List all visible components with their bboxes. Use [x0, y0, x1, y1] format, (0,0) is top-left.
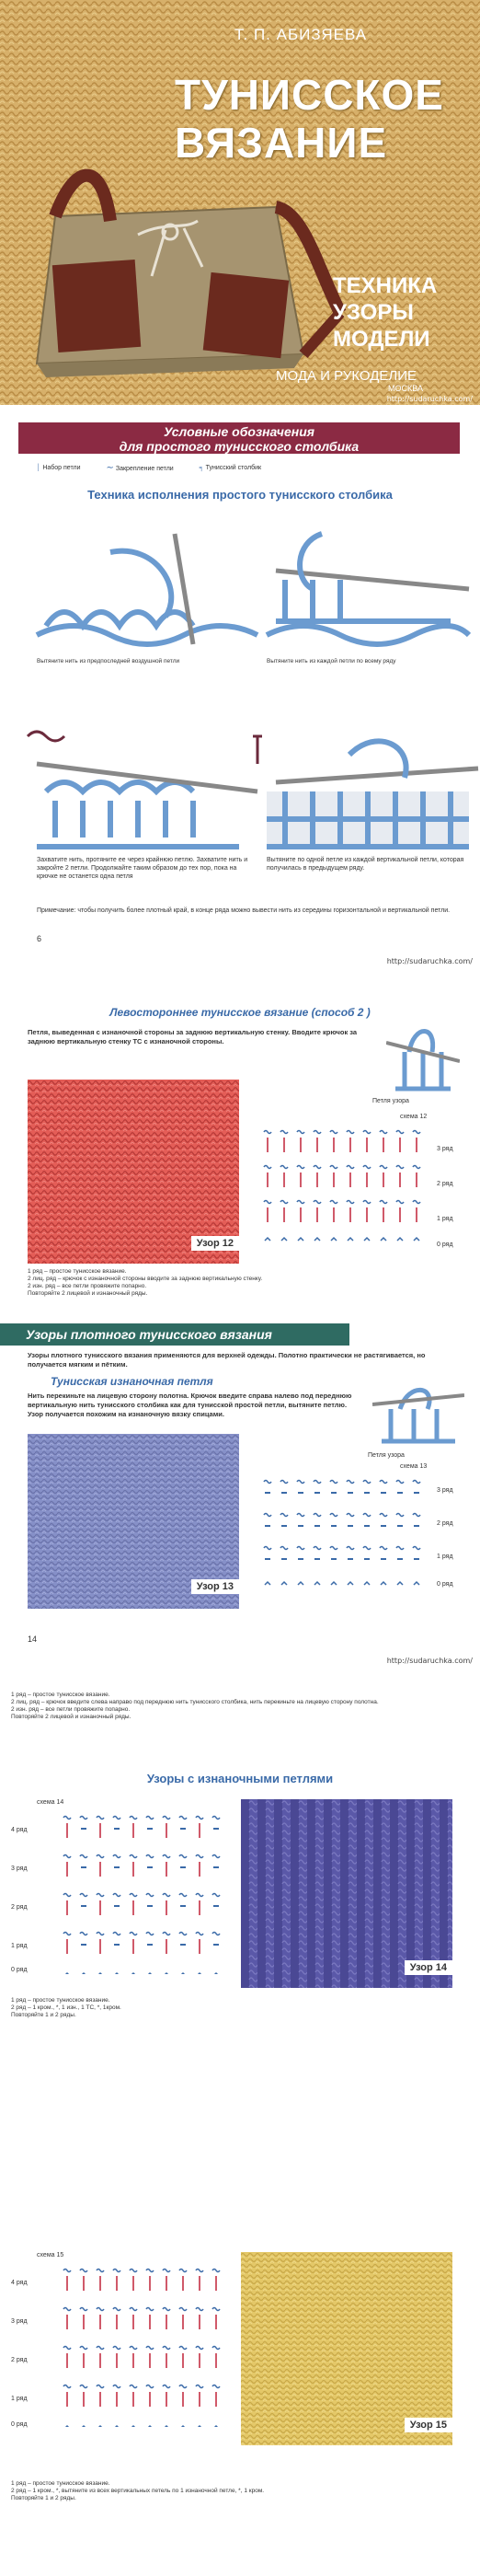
scheme-chain-stitch [281, 1238, 287, 1241]
scheme-closing-stitch [163, 2308, 170, 2311]
step3-illustration [28, 732, 257, 847]
scheme-closing-stitch [130, 2385, 137, 2388]
scheme-14-label: схема 14 [37, 1799, 64, 1806]
scheme-chain-stitch [298, 1238, 303, 1241]
scheme-closing-stitch [63, 1933, 71, 1935]
scheme-chain-stitch [81, 1973, 86, 1974]
desc14-line3: Повторяйте 1 и 2 ряды. [11, 2012, 76, 2018]
desc13-line3: 2 изн. ряд – все петли провяжите попарно. [11, 1706, 131, 1713]
scheme-closing-stitch [130, 1855, 137, 1858]
scheme-closing-stitch [130, 2270, 137, 2272]
scheme-chain-stitch [364, 1582, 370, 1585]
scheme-closing-stitch [347, 1547, 354, 1550]
scheme-closing-stitch [347, 1514, 354, 1517]
legend-title-line2: для простого тунисского столбика [119, 439, 360, 454]
technique-url[interactable]: http://sudaruchka.com/ [386, 957, 473, 965]
scheme-closing-stitch [63, 1817, 71, 1819]
pattern-15-description [11, 2480, 462, 2502]
technique-note: Примечание: чтобы получить более плотный край, в конце ряда можно вывести нить из середины горизонтальной и вертикальной петли. [37, 907, 451, 914]
scheme-closing-stitch [363, 1481, 371, 1484]
scheme-closing-stitch [330, 1514, 337, 1517]
scheme-closing-stitch [297, 1514, 304, 1517]
scheme-closing-stitch [146, 1817, 154, 1819]
scheme-closing-stitch [179, 2347, 187, 2350]
scheme-13-diagram [259, 1473, 443, 1611]
scheme-chain-stitch [281, 1582, 287, 1585]
cover-subtitle-technique: ТЕХНИКА [333, 273, 438, 298]
pattern-14-description [11, 1997, 462, 2019]
scheme-13-row-0: 0 ряд [437, 1581, 453, 1588]
scheme-closing-stitch [314, 1547, 321, 1550]
step4-caption: Вытяните по одной петле из каждой вертикальной петли, которая получилась в предыдущем ряду. [267, 857, 464, 872]
scheme-closing-stitch [196, 1933, 203, 1935]
desc13-line4: Повторяйте 2 лицевой и изнаночный ряды. [11, 1714, 131, 1720]
dense-section [0, 1323, 480, 1673]
scheme-closing-stitch [80, 2385, 87, 2388]
scheme-chain-stitch [114, 2426, 120, 2427]
cover-city: МОСКВА [388, 384, 423, 393]
pattern-12-tag: Узор 12 [191, 1236, 239, 1251]
scheme-chain-stitch [348, 1238, 353, 1241]
scheme-chain-stitch [97, 2426, 103, 2427]
scheme-12-row-2: 2 ряд [437, 1181, 453, 1187]
left-loop-label: Петля узора [372, 1098, 409, 1104]
scheme-closing-stitch [130, 1933, 137, 1935]
scheme-closing-stitch [196, 1894, 203, 1897]
scheme-closing-stitch [163, 1894, 170, 1897]
legend-banner [18, 422, 460, 454]
scheme-chain-stitch [298, 1582, 303, 1585]
scheme-closing-stitch [396, 1514, 404, 1517]
scheme-closing-stitch [314, 1166, 321, 1169]
scheme-closing-stitch [97, 2347, 104, 2350]
scheme-closing-stitch [380, 1166, 387, 1169]
desc12-line2: 2 лиц. ряд – крючок с изнаночной стороны вводите за заднюю вертикальную стенку. [28, 1276, 263, 1282]
scheme-closing-stitch [130, 1817, 137, 1819]
scheme-closing-stitch [347, 1131, 354, 1134]
scheme-closing-stitch [179, 1855, 187, 1858]
scheme-chain-stitch [265, 1238, 270, 1241]
scheme-closing-stitch [179, 2385, 187, 2388]
page-number-14: 14 [28, 1635, 38, 1644]
scheme-closing-stitch [297, 1481, 304, 1484]
scheme-closing-stitch [380, 1201, 387, 1204]
scheme-closing-stitch [347, 1166, 354, 1169]
scheme-closing-stitch [380, 1131, 387, 1134]
scheme-chain-stitch [180, 1973, 186, 1974]
scheme-chain-stitch [64, 1973, 70, 1974]
scheme-closing-stitch [380, 1547, 387, 1550]
pattern-13-swatch [28, 1434, 239, 1609]
scheme-closing-stitch [314, 1481, 321, 1484]
scheme-chain-stitch [381, 1582, 386, 1585]
technique-illustrations [0, 515, 480, 902]
scheme-closing-stitch [212, 2385, 220, 2388]
wave-symbol-icon: ∼ [106, 463, 114, 473]
purl-patterns-title: Узоры с изнаночными петлями [146, 1772, 334, 1785]
scheme-closing-stitch [179, 2308, 187, 2311]
pattern-15-tag: Узор 15 [405, 2418, 452, 2432]
scheme-closing-stitch [396, 1166, 404, 1169]
scheme-closing-stitch [347, 1201, 354, 1204]
scheme-closing-stitch [413, 1166, 420, 1169]
cover-title-line2: ВЯЗАНИЕ [175, 119, 388, 167]
scheme-13-row-1: 1 ряд [437, 1554, 453, 1560]
cover-url[interactable]: http://sudaruchka.com/ [386, 395, 473, 403]
desc15-line1: 1 ряд – простое тунисское вязание. [11, 2480, 110, 2487]
scheme-13-row-3: 3 ряд [437, 1487, 453, 1494]
cover-publisher: МОДА И РУКОДЕЛИЕ [276, 368, 417, 384]
desc13-line2: 2 лиц. ряд – крючок введите слева направо под переднюю нить тунисского столбика, нить перекиньте на лицевую сторону полотна. [11, 1699, 379, 1705]
scheme-12-row-1: 1 ряд [437, 1216, 453, 1222]
cover-title-line1: ТУНИССКОЕ [175, 71, 444, 119]
scheme-closing-stitch [330, 1131, 337, 1134]
scheme-closing-stitch [413, 1514, 420, 1517]
scheme-closing-stitch [280, 1547, 288, 1550]
scheme-closing-stitch [314, 1131, 321, 1134]
scheme-closing-stitch [97, 2385, 104, 2388]
scheme-closing-stitch [280, 1481, 288, 1484]
scheme-chain-stitch [180, 2426, 186, 2427]
scheme-closing-stitch [146, 1855, 154, 1858]
scheme-closing-stitch [363, 1547, 371, 1550]
scheme-15-diagram [37, 2261, 221, 2427]
purl-stitch-text: Нить перекиньте на лицевую сторону полотна. Крючок введите справа налево под переднюю вертикальную нить тунисского столбика как для тунисской простой петли, вытяните петлю. Узор получается похожим на изнаночную вязку спицами. [28, 1392, 352, 1418]
dense-intro: Узоры плотного тунисского вязания применяются для верхней одежды. Полотно практически не растягивается, но получается мягким и пётким. [28, 1351, 426, 1369]
purl-loop-illustration [372, 1377, 464, 1450]
scheme-closing-stitch [363, 1166, 371, 1169]
scheme-closing-stitch [80, 2270, 87, 2272]
scheme-chain-stitch [213, 1973, 219, 1974]
scheme-chain-stitch [64, 2426, 70, 2427]
technique-title: Техника исполнения простого тунисского столбика [87, 488, 393, 502]
scheme-closing-stitch [179, 1933, 187, 1935]
scheme-closing-stitch [163, 1933, 170, 1935]
scheme-closing-stitch [97, 1894, 104, 1897]
scheme-closing-stitch [63, 1894, 71, 1897]
purl-patterns-section [0, 1772, 480, 2576]
scheme-closing-stitch [380, 1481, 387, 1484]
scheme-closing-stitch [63, 2308, 71, 2311]
scheme-chain-stitch [114, 1973, 120, 1974]
scheme-closing-stitch [146, 2347, 154, 2350]
scheme-closing-stitch [396, 1201, 404, 1204]
scheme-closing-stitch [179, 2270, 187, 2272]
scheme-chain-stitch [331, 1582, 337, 1585]
scheme-closing-stitch [97, 1855, 104, 1858]
scheme-closing-stitch [113, 1933, 120, 1935]
scheme-chain-stitch [331, 1238, 337, 1241]
scheme-closing-stitch [97, 1817, 104, 1819]
scheme-13-label: схема 13 [400, 1463, 428, 1470]
scheme-closing-stitch [179, 1894, 187, 1897]
scheme-closing-stitch [347, 1481, 354, 1484]
scheme-closing-stitch [314, 1514, 321, 1517]
scheme-closing-stitch [264, 1547, 271, 1550]
scheme-closing-stitch [413, 1481, 420, 1484]
desc14-line2: 2 ряд – 1 кром., *, 1 изн., 1 ТС, *, 1кром. [11, 2004, 121, 2011]
step1-illustration [37, 534, 257, 644]
scheme-closing-stitch [113, 1817, 120, 1819]
scheme-15-row-0: 0 ряд [11, 2421, 28, 2428]
pattern-13-tag: Узор 13 [191, 1579, 239, 1594]
scheme-15-label: схема 15 [37, 2252, 64, 2258]
scheme-closing-stitch [113, 2308, 120, 2311]
scheme-chain-stitch [197, 2426, 202, 2427]
scheme-closing-stitch [130, 1894, 137, 1897]
scheme-closing-stitch [413, 1201, 420, 1204]
scheme-closing-stitch [196, 1855, 203, 1858]
scheme-chain-stitch [381, 1238, 386, 1241]
scheme-closing-stitch [146, 2308, 154, 2311]
legend-item-cast: │ Набор петли [37, 465, 81, 471]
scheme-closing-stitch [163, 1855, 170, 1858]
scheme-12-diagram [259, 1123, 443, 1265]
scheme-closing-stitch [80, 1817, 87, 1819]
legend-item-fasten: ∼ Закрепление петли [106, 463, 174, 473]
scheme-14-diagram [37, 1808, 221, 1974]
scheme-closing-stitch [163, 2385, 170, 2388]
scheme-13-row-2: 2 ряд [437, 1520, 453, 1527]
page-number-6: 6 [37, 934, 42, 943]
scheme-15-row-3: 3 ряд [11, 2318, 28, 2325]
scheme-closing-stitch [280, 1201, 288, 1204]
scheme-closing-stitch [280, 1514, 288, 1517]
scheme-closing-stitch [196, 2270, 203, 2272]
scheme-chain-stitch [97, 1973, 103, 1974]
scheme-chain-stitch [213, 2426, 219, 2427]
scheme-closing-stitch [330, 1166, 337, 1169]
scheme-14-row-3: 3 ряд [11, 1866, 28, 1872]
desc14-line1: 1 ряд – простое тунисское вязание. [11, 1997, 110, 2004]
scheme-chain-stitch [147, 2426, 153, 2427]
step2-illustration [267, 534, 469, 644]
pattern-12-description [28, 1268, 267, 1298]
book-cover [0, 0, 480, 405]
scheme-closing-stitch [130, 2308, 137, 2311]
scheme-closing-stitch [63, 1855, 71, 1858]
scheme-closing-stitch [80, 2308, 87, 2311]
legend-section [0, 410, 480, 483]
scheme-chain-stitch [314, 1238, 320, 1241]
loop-symbol-icon: │ [37, 465, 41, 471]
scheme-closing-stitch [212, 1855, 220, 1858]
scheme-closing-stitch [80, 1933, 87, 1935]
scheme-closing-stitch [413, 1131, 420, 1134]
scheme-15-row-2: 2 ряд [11, 2357, 28, 2363]
dense-loop-label: Петля узора [368, 1452, 405, 1459]
scheme-closing-stitch [363, 1131, 371, 1134]
scheme-closing-stitch [80, 1894, 87, 1897]
desc15-line3: Повторяйте 1 и 2 ряды. [11, 2495, 76, 2501]
scheme-closing-stitch [330, 1481, 337, 1484]
scheme-closing-stitch [163, 2347, 170, 2350]
scheme-chain-stitch [164, 1973, 169, 1974]
scheme-closing-stitch [80, 2347, 87, 2350]
desc15-line2: 2 ряд – 1 кром., *, вытяните из всех вертикальных петель по 1 изнаночной петле, *, 1 кром. [11, 2488, 265, 2494]
mustard-knit-texture [241, 2252, 452, 2445]
scheme-closing-stitch [396, 1481, 404, 1484]
scheme-chain-stitch [314, 1582, 320, 1585]
scheme-closing-stitch [396, 1547, 404, 1550]
scheme-closing-stitch [196, 2347, 203, 2350]
dense-url[interactable]: http://sudaruchka.com/ [386, 1657, 473, 1665]
scheme-closing-stitch [196, 1817, 203, 1819]
step4-illustration [253, 736, 478, 847]
scheme-closing-stitch [396, 1131, 404, 1134]
scheme-closing-stitch [297, 1201, 304, 1204]
scheme-closing-stitch [130, 2347, 137, 2350]
scheme-closing-stitch [196, 2385, 203, 2388]
scheme-12-row-3: 3 ряд [437, 1146, 453, 1152]
scheme-closing-stitch [196, 2308, 203, 2311]
scheme-14-row-2: 2 ряд [11, 1904, 28, 1911]
step2-caption: Вытяните нить из каждой петли по всему ряду [267, 658, 396, 664]
scheme-closing-stitch [63, 2347, 71, 2350]
left-side-section [0, 999, 480, 1330]
scheme-closing-stitch [314, 1201, 321, 1204]
scheme-closing-stitch [146, 2385, 154, 2388]
scheme-closing-stitch [113, 2385, 120, 2388]
scheme-closing-stitch [280, 1166, 288, 1169]
pattern-14-swatch [241, 1799, 452, 1988]
scheme-closing-stitch [280, 1131, 288, 1134]
scheme-closing-stitch [179, 1817, 187, 1819]
scheme-chain-stitch [164, 2426, 169, 2427]
legend-row [37, 463, 261, 473]
scheme-15-row-1: 1 ряд [11, 2396, 28, 2402]
scheme-closing-stitch [163, 1817, 170, 1819]
pattern-14-tag: Узор 14 [405, 1960, 452, 1975]
dense-banner: Узоры плотного тунисского вязания [0, 1323, 349, 1346]
scheme-closing-stitch [264, 1201, 271, 1204]
scheme-closing-stitch [264, 1514, 271, 1517]
scheme-chain-stitch [414, 1238, 419, 1241]
purl-stitch-subtitle: Тунисская изнаночная петля [51, 1375, 213, 1388]
scheme-closing-stitch [63, 2385, 71, 2388]
scheme-14-row-4: 4 ряд [11, 1827, 28, 1833]
scheme-closing-stitch [330, 1547, 337, 1550]
legend-title-line1: Условные обозначения [163, 424, 314, 439]
scheme-closing-stitch [212, 1933, 220, 1935]
scheme-closing-stitch [264, 1131, 271, 1134]
scheme-chain-stitch [197, 1973, 202, 1974]
scheme-chain-stitch [397, 1238, 403, 1241]
scheme-closing-stitch [212, 2270, 220, 2272]
cover-subtitle-models: МОДЕЛИ [333, 327, 430, 352]
scheme-closing-stitch [113, 1855, 120, 1858]
step3-caption: Захватите нить, протяните ее через крайнюю петлю. Захватите нить и закройте 2 петли. Продолжайте таким образом до тех пор, пока на крючке не останется одна петля [37, 857, 248, 880]
scheme-closing-stitch [297, 1131, 304, 1134]
left-side-title: Левостороннее тунисское вязание (способ 2 ) [109, 1006, 371, 1019]
scheme-closing-stitch [97, 1933, 104, 1935]
scheme-15-row-4: 4 ряд [11, 2280, 28, 2286]
scheme-closing-stitch [212, 1894, 220, 1897]
scheme-closing-stitch [363, 1201, 371, 1204]
scheme-chain-stitch [414, 1582, 419, 1585]
scheme-chain-stitch [147, 1973, 153, 1974]
scheme-chain-stitch [81, 2426, 86, 2427]
scheme-closing-stitch [163, 2270, 170, 2272]
scheme-closing-stitch [113, 2347, 120, 2350]
legend-item-stitch: ╕ Тунисский столбик [199, 465, 262, 471]
scheme-closing-stitch [113, 2270, 120, 2272]
cover-author: Т. П. АБИЗЯЕВА [234, 26, 368, 43]
scheme-chain-stitch [131, 2426, 136, 2427]
desc12-line1: 1 ряд – простое тунисское вязание. [28, 1268, 127, 1275]
scheme-12-row-0: 0 ряд [437, 1242, 453, 1248]
pattern-12-swatch [28, 1080, 239, 1264]
scheme-chain-stitch [348, 1582, 353, 1585]
scheme-closing-stitch [80, 1855, 87, 1858]
step1-caption: Вытяните нить из предпоследней воздушной петли [37, 658, 180, 664]
pattern-13-description [11, 1692, 462, 1721]
scheme-chain-stitch [131, 1973, 136, 1974]
scheme-closing-stitch [297, 1166, 304, 1169]
scheme-chain-stitch [397, 1582, 403, 1585]
scheme-chain-stitch [364, 1238, 370, 1241]
desc12-line4: Повторяйте 2 лицевой и изнаночный ряды. [28, 1290, 148, 1297]
scheme-closing-stitch [297, 1547, 304, 1550]
pattern-15-swatch [241, 2252, 452, 2445]
scheme-closing-stitch [413, 1547, 420, 1550]
scheme-closing-stitch [97, 2270, 104, 2272]
scheme-closing-stitch [212, 1817, 220, 1819]
scheme-closing-stitch [264, 1166, 271, 1169]
stitch-symbol-icon: ╕ [199, 465, 204, 471]
scheme-closing-stitch [380, 1514, 387, 1517]
desc12-line3: 2 изн. ряд – все петли провяжите попарно. [28, 1283, 147, 1289]
cover-subtitle-patterns: УЗОРЫ [333, 300, 414, 325]
scheme-closing-stitch [146, 1933, 154, 1935]
scheme-closing-stitch [113, 1894, 120, 1897]
desc13-line1: 1 ряд – простое тунисское вязание. [11, 1692, 110, 1698]
scheme-14-row-1: 1 ряд [11, 1943, 28, 1949]
scheme-closing-stitch [63, 2270, 71, 2272]
scheme-closing-stitch [146, 1894, 154, 1897]
loop-detail-illustration [386, 1024, 460, 1098]
scheme-closing-stitch [146, 2270, 154, 2272]
scheme-closing-stitch [97, 2308, 104, 2311]
scheme-12-label: схема 12 [400, 1114, 428, 1120]
scheme-chain-stitch [265, 1582, 270, 1585]
scheme-closing-stitch [264, 1481, 271, 1484]
scheme-closing-stitch [212, 2347, 220, 2350]
left-side-intro: Петля, выведенная с изнаночной стороны за заднюю вертикальную стенку. Вводите крючок за заднюю вертикальную стенку ТС с изнаночной стороны. [28, 1028, 358, 1045]
scheme-closing-stitch [212, 2308, 220, 2311]
scheme-closing-stitch [330, 1201, 337, 1204]
scheme-14-row-0: 0 ряд [11, 1967, 28, 1973]
scheme-closing-stitch [363, 1514, 371, 1517]
